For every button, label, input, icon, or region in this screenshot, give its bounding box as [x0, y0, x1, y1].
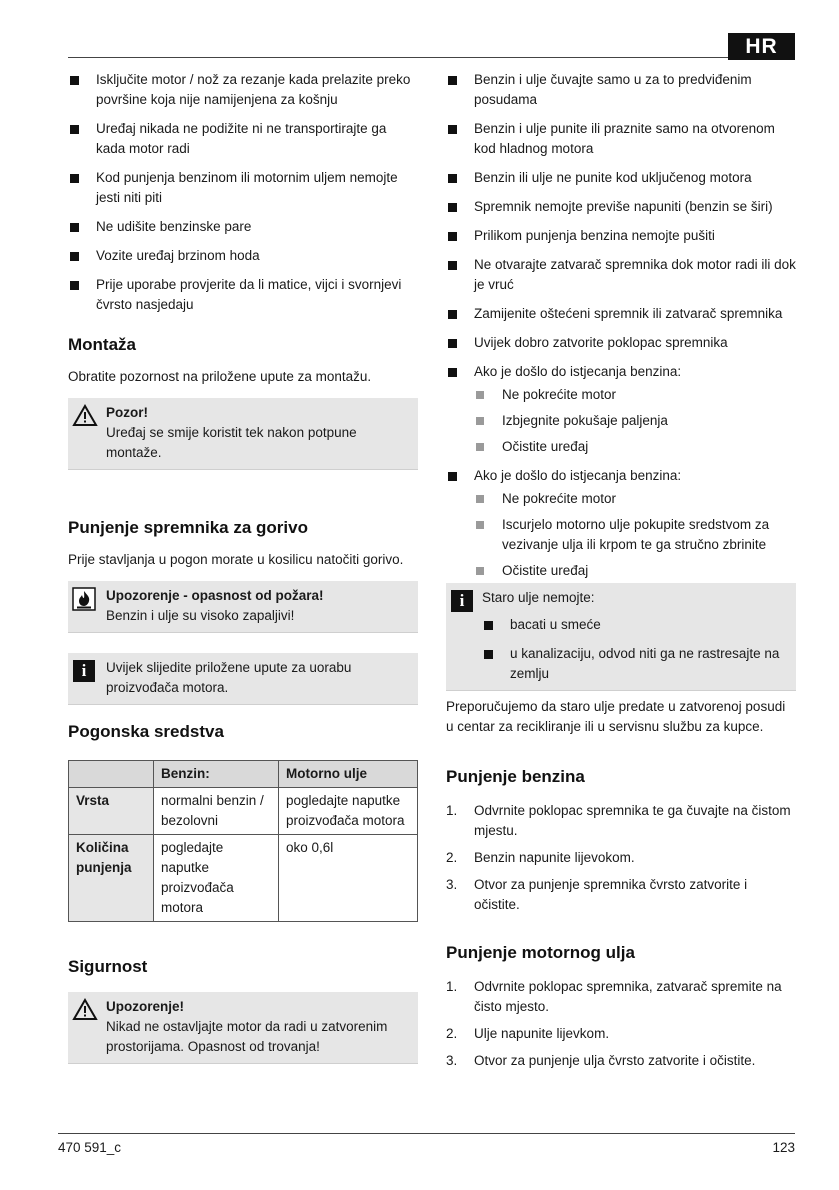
fire-warning-box — [68, 581, 418, 633]
list-item — [446, 466, 796, 581]
header-rule — [68, 57, 728, 58]
list-item: Zamijenite oštećeni spremnik ili zatvarač spremnika — [446, 304, 796, 324]
left-column — [68, 70, 418, 1064]
table-row-header: Vrsta — [69, 788, 154, 835]
recommend-text: Preporučujemo da staro ulje predate u zatvorenoj posudi u centar za recikliranje ili u servisnu službu za kupce. — [446, 699, 786, 734]
sub-list-item: Očistite uređaj — [474, 561, 796, 581]
list-item: Prilikom punjenja benzina nemojte pušiti — [446, 226, 796, 246]
heading-montaza: Montaža — [68, 335, 136, 354]
caution-title: Pozor! — [106, 405, 148, 420]
info-icon: i — [451, 590, 473, 612]
heading-pogonska-sredstva: Pogonska sredstva — [68, 722, 224, 741]
fire-warning-text: Benzin i ulje su visoko zapaljivi! — [106, 608, 295, 623]
ulje-steps — [446, 977, 796, 1071]
step-item: 2. Ulje napunite lijevkom. — [446, 1026, 610, 1041]
table-row — [69, 835, 418, 922]
heading-punjenje-benzina: Punjenje benzina — [446, 767, 585, 786]
sub-list-item: Očistite uređaj — [474, 437, 796, 457]
list-item: Ne otvarajte zatvarač spremnika dok motor radi ili dok je vruć — [446, 255, 796, 295]
fire-hazard-icon — [72, 587, 96, 611]
footer-rule — [58, 1133, 795, 1134]
leak-intro: Ako je došlo do istjecanja benzina: — [474, 364, 682, 379]
sub-list-item: Iscurjelo motorno ulje pokupite sredstvom za vezivanje ulja ili krpom te ga stručno zbrinite — [474, 515, 796, 555]
fuel-table — [68, 760, 418, 922]
warning-triangle-icon — [72, 404, 98, 427]
fuel-safety-list — [446, 70, 796, 581]
info-box — [68, 653, 418, 705]
step-item: 1. Odvrnite poklopac spremnika, zatvarač spremite na čisto mjesto. — [446, 979, 782, 1014]
list-item — [446, 362, 796, 457]
info-text: Uvijek slijedite priložene upute za uorabu proizvođača motora. — [106, 660, 352, 695]
list-item: Ne udišite benzinske pare — [68, 217, 418, 237]
list-item: Spremnik nemojte previše napuniti (benzin se širi) — [446, 197, 796, 217]
sub-list-item: Ne pokrećite motor — [474, 385, 796, 405]
old-oil-info-box — [446, 583, 796, 691]
list-item: Benzin i ulje čuvajte samo u za to predviđenim posudama — [446, 70, 796, 110]
warning-title: Upozorenje! — [106, 999, 185, 1014]
old-oil-title: Staro ulje nemojte: — [482, 590, 595, 605]
list-item: u kanalizaciju, odvod niti ga ne rastresajte na zemlju — [482, 644, 786, 684]
page-number: 123 — [772, 1140, 795, 1155]
list-item: Kod punjenja benzinom ili motornim uljem nemojte jesti niti piti — [68, 168, 418, 208]
step-item: 2. Benzin napunite lijevokom. — [446, 850, 635, 865]
step-item: 1. Odvrnite poklopac spremnika te ga čuvajte na čistom mjestu. — [446, 803, 791, 838]
step-item: 3. Otvor za punjenje spremnika čvrsto zatvorite i očistite. — [446, 877, 748, 912]
table-cell: normalni benzin / bezolovni — [154, 788, 279, 835]
punjenje-text: Prije stavljanja u pogon morate u kosilicu natočiti gorivo. — [68, 552, 404, 567]
heading-sigurnost: Sigurnost — [68, 957, 148, 976]
warning-triangle-icon — [72, 998, 98, 1021]
list-item: Benzin i ulje punite ili praznite samo na otvorenom kod hladnog motora — [446, 119, 796, 159]
leak-intro: Ako je došlo do istjecanja benzina: — [474, 468, 682, 483]
sub-list-item: Izbjegnite pokušaje paljenja — [474, 411, 796, 431]
old-oil-list — [482, 615, 786, 684]
list-item: Prije uporabe provjerite da li matice, vijci i svornjevi čvrsto nasjedaju — [68, 275, 418, 315]
table-header-row — [69, 761, 418, 788]
safety-list — [68, 70, 418, 315]
info-icon: i — [73, 660, 95, 682]
table-cell: pogledajte naputke proizvođača motora — [279, 788, 418, 835]
table-cell: pogledajte naputke proizvođača motora — [154, 835, 279, 922]
list-item: bacati u smeće — [482, 615, 786, 635]
montaza-text: Obratite pozornost na priložene upute za montažu. — [68, 369, 372, 384]
list-item: Vozite uređaj brzinom hoda — [68, 246, 418, 266]
list-item: Isključite motor / nož za rezanje kada prelazite preko površine koja nije namijenjena za košnju — [68, 70, 418, 110]
leak-sublist — [474, 385, 796, 457]
table-row-header: Količina punjenja — [69, 835, 154, 922]
step-item: 3. Otvor za punjenje ulja čvrsto zatvorite i očistite. — [446, 1053, 756, 1068]
document-id: 470 591_c — [58, 1140, 122, 1155]
warning-text: Nikad ne ostavljajte motor da radi u zatvorenim prostorijama. Opasnost od trovanja! — [106, 1019, 388, 1054]
list-item: Uređaj nikada ne podižite ni ne transportirajte ga kada motor radi — [68, 119, 418, 159]
table-header-cell: Motorno ulje — [279, 761, 418, 788]
table-header-cell: Benzin: — [154, 761, 279, 788]
sub-list-item: Ne pokrećite motor — [474, 489, 796, 509]
heading-punjenje-ulja: Punjenje motornog ulja — [446, 943, 635, 962]
caution-text: Uređaj se smije koristit tek nakon potpune montaže. — [106, 425, 357, 460]
warning-box — [68, 992, 418, 1064]
table-cell: oko 0,6l — [279, 835, 418, 922]
leak-sublist — [474, 489, 796, 581]
caution-box — [68, 398, 418, 470]
fire-warning-title: Upozorenje - opasnost od požara! — [106, 588, 324, 603]
list-item: Uvijek dobro zatvorite poklopac spremnika — [446, 333, 796, 353]
heading-punjenje-spremnika: Punjenje spremnika za gorivo — [68, 518, 308, 537]
table-row — [69, 788, 418, 835]
language-badge: HR — [728, 33, 795, 60]
table-header-cell — [69, 761, 154, 788]
list-item: Benzin ili ulje ne punite kod uključenog motora — [446, 168, 796, 188]
right-column — [446, 70, 796, 1078]
benzin-steps — [446, 801, 796, 915]
